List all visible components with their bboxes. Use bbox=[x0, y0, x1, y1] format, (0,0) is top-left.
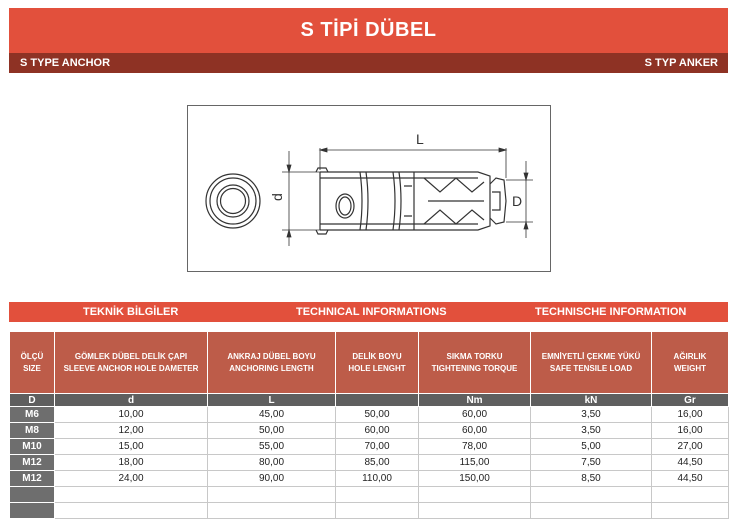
column-header-line-1: ANKRAJ DÜBEL BOYU bbox=[227, 351, 316, 361]
value-cell: 5,00 bbox=[531, 439, 652, 455]
specification-table bbox=[9, 331, 729, 519]
empty-table-row bbox=[10, 503, 729, 519]
value-cell: 50,00 bbox=[336, 407, 419, 423]
column-header bbox=[531, 332, 652, 394]
page-title-bar bbox=[9, 8, 728, 53]
column-header bbox=[55, 332, 208, 394]
column-header-line-1: EMNİYETLİ ÇEKME YÜKÜ bbox=[541, 351, 641, 361]
dimension-label-length: L bbox=[416, 131, 424, 147]
empty-table-row bbox=[10, 487, 729, 503]
column-header-line-1: ÖLÇÜ bbox=[20, 351, 44, 361]
value-cell: 44,50 bbox=[652, 471, 729, 487]
size-cell: M10 bbox=[10, 439, 55, 455]
value-cell: 3,50 bbox=[531, 407, 652, 423]
value-cell: 16,00 bbox=[652, 423, 729, 439]
anchor-side-view bbox=[316, 168, 506, 234]
value-cell: 115,00 bbox=[419, 455, 531, 471]
column-header bbox=[652, 332, 729, 394]
value-cell: 8,50 bbox=[531, 471, 652, 487]
column-header-line-1: DELİK BOYU bbox=[352, 351, 402, 361]
column-header-line-1: SIKMA TORKU bbox=[446, 351, 503, 361]
empty-cell bbox=[336, 487, 419, 503]
subtitle-bar bbox=[9, 53, 728, 73]
column-header-line-2: WEIGHT bbox=[674, 363, 706, 373]
value-cell: 10,00 bbox=[55, 407, 208, 423]
column-symbol: Gr bbox=[652, 394, 729, 407]
value-cell: 150,00 bbox=[419, 471, 531, 487]
column-header-line-1: AĞIRLIK bbox=[673, 351, 707, 361]
column-header-line-2: TIGHTENING TORQUE bbox=[431, 363, 518, 373]
value-cell: 18,00 bbox=[55, 455, 208, 471]
value-cell: 60,00 bbox=[419, 423, 531, 439]
value-cell: 3,50 bbox=[531, 423, 652, 439]
subtitle-german: S TYP ANKER bbox=[644, 57, 718, 69]
value-cell: 78,00 bbox=[419, 439, 531, 455]
value-cell: 12,00 bbox=[55, 423, 208, 439]
tech-label-turkish: TEKNİK BİLGİLER bbox=[83, 306, 179, 318]
column-header-line-1: GÖMLEK DÜBEL DELİK ÇAPI bbox=[74, 351, 188, 361]
empty-cell bbox=[652, 503, 729, 519]
value-cell: 16,00 bbox=[652, 407, 729, 423]
table-row bbox=[10, 455, 729, 471]
table-header-row bbox=[10, 332, 729, 394]
empty-cell bbox=[208, 487, 336, 503]
table-body bbox=[10, 407, 729, 519]
empty-cell bbox=[55, 487, 208, 503]
value-cell: 7,50 bbox=[531, 455, 652, 471]
value-cell: 45,00 bbox=[208, 407, 336, 423]
column-symbol: d bbox=[55, 394, 208, 407]
empty-cell bbox=[531, 503, 652, 519]
value-cell: 50,00 bbox=[208, 423, 336, 439]
value-cell: 80,00 bbox=[208, 455, 336, 471]
column-header-line-2: HOLE LENGHT bbox=[348, 363, 406, 373]
table-symbol-row bbox=[10, 394, 729, 407]
value-cell: 55,00 bbox=[208, 439, 336, 455]
size-cell: M12 bbox=[10, 471, 55, 487]
empty-cell bbox=[10, 503, 55, 519]
size-cell: M6 bbox=[10, 407, 55, 423]
empty-cell bbox=[208, 503, 336, 519]
value-cell: 70,00 bbox=[336, 439, 419, 455]
value-cell: 60,00 bbox=[336, 423, 419, 439]
dimension-label-D: D bbox=[512, 193, 523, 209]
column-header bbox=[10, 332, 55, 394]
column-header bbox=[336, 332, 419, 394]
value-cell: 85,00 bbox=[336, 455, 419, 471]
value-cell: 27,00 bbox=[652, 439, 729, 455]
empty-cell bbox=[531, 487, 652, 503]
anchor-technical-drawing bbox=[187, 105, 551, 272]
column-symbol: kN bbox=[531, 394, 652, 407]
column-header-line-2: SIZE bbox=[23, 363, 41, 373]
tech-label-german: TECHNISCHE INFORMATION bbox=[535, 306, 687, 318]
empty-cell bbox=[336, 503, 419, 519]
column-symbol: L bbox=[208, 394, 336, 407]
column-symbol bbox=[336, 394, 419, 407]
page-title: S TİPİ DÜBEL bbox=[300, 19, 437, 41]
table-row bbox=[10, 407, 729, 423]
empty-cell bbox=[10, 487, 55, 503]
column-header bbox=[208, 332, 336, 394]
value-cell: 60,00 bbox=[419, 407, 531, 423]
dimension-label-d: d bbox=[269, 193, 285, 201]
size-cell: M8 bbox=[10, 423, 55, 439]
column-header-line-2: SAFE TENSILE LOAD bbox=[549, 363, 633, 373]
anchor-end-view bbox=[206, 174, 260, 228]
value-cell: 110,00 bbox=[336, 471, 419, 487]
column-header bbox=[419, 332, 531, 394]
subtitle-english: S TYPE ANCHOR bbox=[20, 57, 111, 69]
empty-cell bbox=[652, 487, 729, 503]
empty-cell bbox=[419, 487, 531, 503]
anchor-drawing-svg bbox=[188, 106, 550, 271]
empty-cell bbox=[419, 503, 531, 519]
value-cell: 90,00 bbox=[208, 471, 336, 487]
technical-info-bar bbox=[9, 302, 728, 322]
value-cell: 44,50 bbox=[652, 455, 729, 471]
column-header-line-2: SLEEVE ANCHOR HOLE DAMETER bbox=[63, 363, 199, 373]
table-row bbox=[10, 423, 729, 439]
tech-label-english: TECHNICAL INFORMATIONS bbox=[296, 306, 447, 318]
value-cell: 24,00 bbox=[55, 471, 208, 487]
column-symbol: D bbox=[10, 394, 55, 407]
empty-cell bbox=[55, 503, 208, 519]
table-row bbox=[10, 471, 729, 487]
value-cell: 15,00 bbox=[55, 439, 208, 455]
size-cell: M12 bbox=[10, 455, 55, 471]
column-header-line-2: ANCHORING LENGTH bbox=[229, 363, 314, 373]
table-row bbox=[10, 439, 729, 455]
column-symbol: Nm bbox=[419, 394, 531, 407]
